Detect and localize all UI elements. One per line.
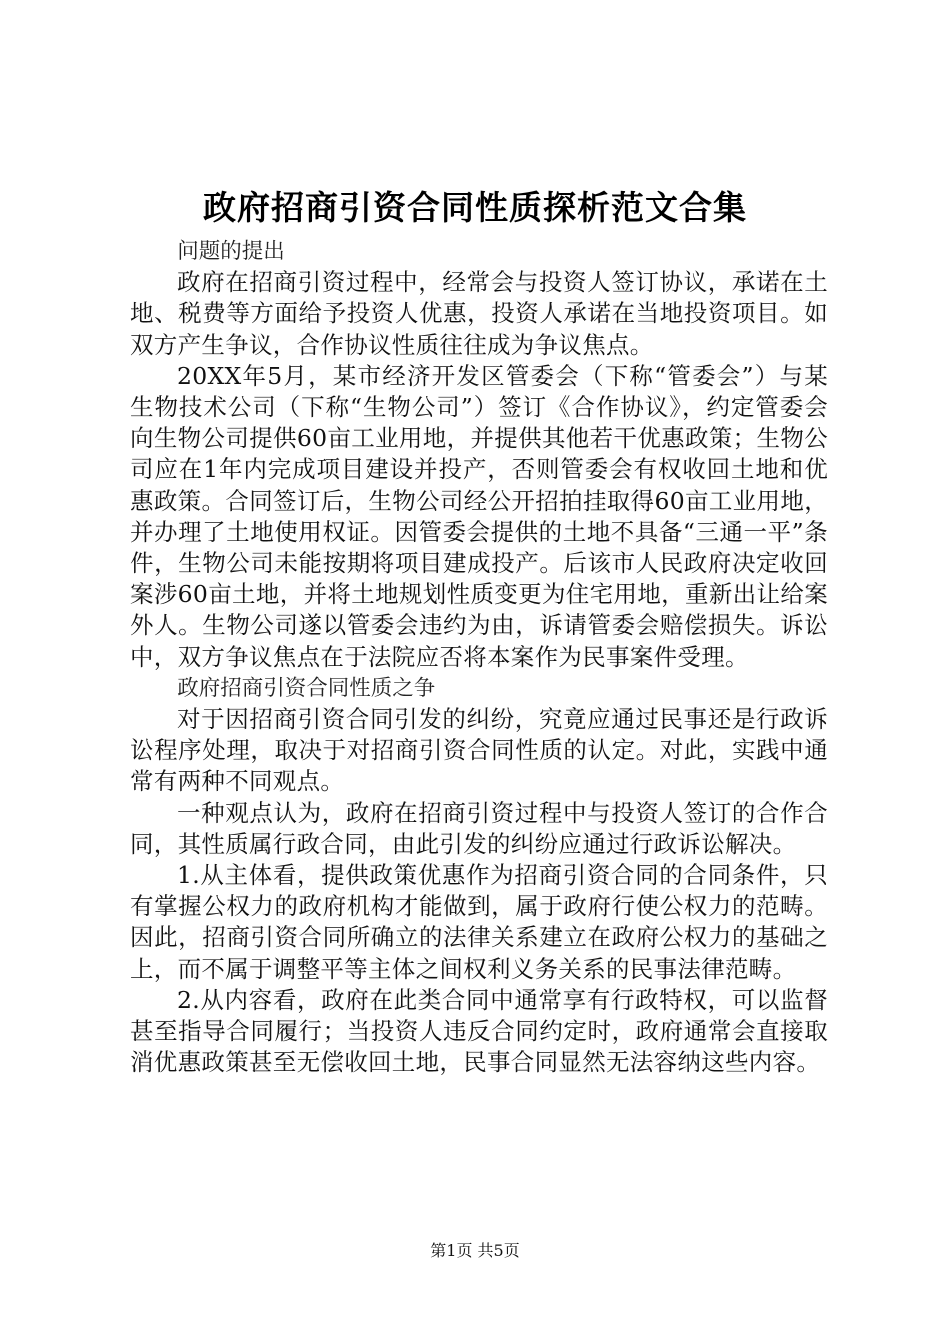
section-heading-problem: 问题的提出	[177, 239, 285, 264]
paragraph-point-subject: 1.从主体看，提供政策优惠作为招商引资合同的合同条件，只有掌握公权力的政府机构才能做到，属于政府行使公权力的范畴。因此，招商引资合同所确立的法律关系建立在政府公权力的基础之上，而不属于调整平等主体之间权利义务关系的民事法律范畴。	[130, 861, 828, 983]
paragraph-view-one: 一种观点认为，政府在招商引资过程中与投资人签订的合作合同，其性质属行政合同，由此引发的纠纷应通过行政诉讼解决。	[130, 798, 828, 858]
paragraph-intro: 政府在招商引资过程中，经常会与投资人签订协议，承诺在土地、税费等方面给予投资人优惠，投资人承诺在当地投资项目。如双方产生争议，合作协议性质往往成为争议焦点。	[130, 268, 828, 359]
paragraph-point-content: 2.从内容看，政府在此类合同中通常享有行政特权，可以监督甚至指导合同履行；当投资人违反合同约定时，政府通常会直接取消优惠政策甚至无偿收回土地，民事合同显然无法容纳这些内容。	[130, 985, 828, 1077]
page-number-footer: 第1页 共5页	[430, 1241, 520, 1260]
document-body	[130, 236, 828, 1078]
section-heading-dispute: 政府招商引资合同性质之争	[177, 675, 436, 701]
paragraph-case: 20XX年5月，某市经济开发区管委会（下称“管委会”）与某生物技术公司（下称“生物公司”）签订《合作协议》，约定管委会向生物公司提供60亩工业用地，并提供其他若干优惠政策；生物公司应在1年内完成项目建设并投产，否则管委会有权收回土地和优惠政策。合同签订后，生物公司经公开招拍挂取得60亩工业用地，并办理了土地使用权证。因管委会提供的土地不具备“三通一平”条件，生物公司未能按期将项目建成投产。后该市人民政府决定收回案涉60亩土地，并将土地规划性质变更为住宅用地，重新出让给案外人。生物公司遂以管委会违约为由，诉请管委会赔偿损失。诉讼中，双方争议焦点在于法院应否将本案作为民事案件受理。	[130, 361, 828, 671]
document-title: 政府招商引资合同性质探析范文合集	[203, 188, 747, 227]
paragraph-dispute-overview: 对于因招商引资合同引发的纠纷，究竟应通过民事还是行政诉讼程序处理，取决于对招商引资合同性质的认定。对此，实践中通常有两种不同观点。	[130, 705, 828, 796]
